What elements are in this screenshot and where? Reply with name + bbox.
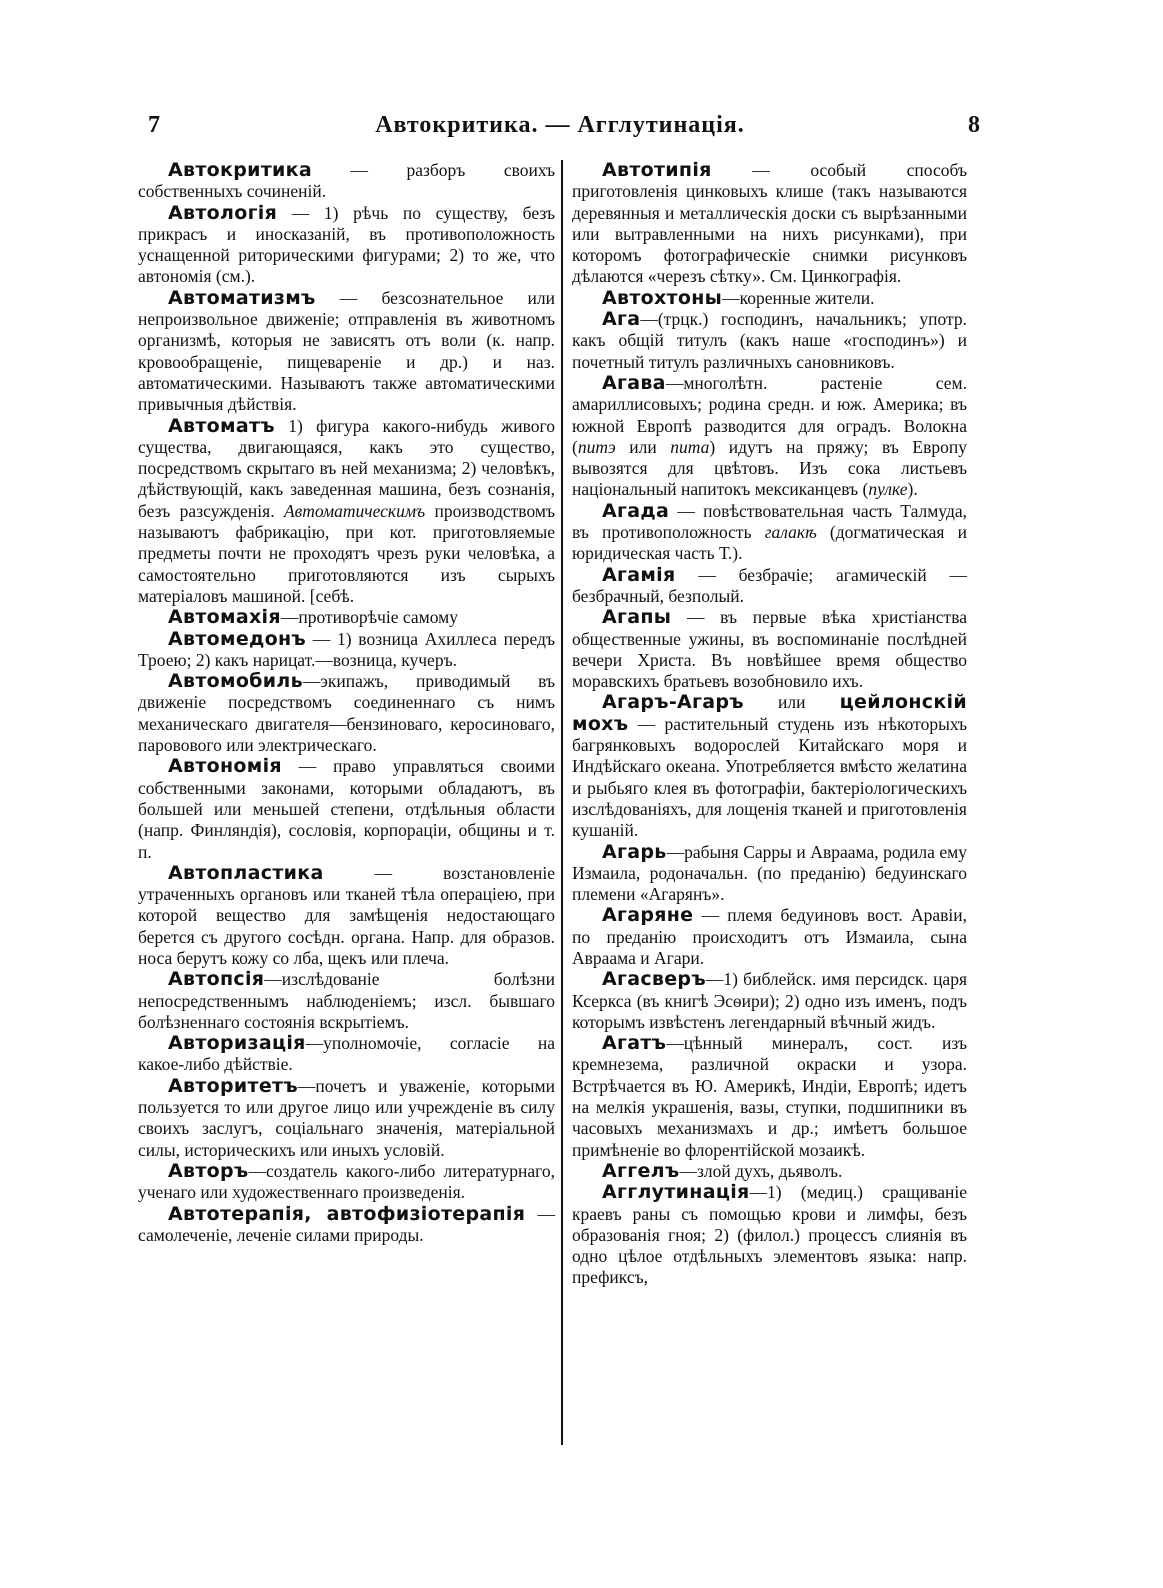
definition: — растительный студень изъ нѣкоторыхъ багрянковыхъ водорослей Китайскаго моря и Индѣйскаго океана. Употребляется вмѣсто желатина и рыбьяго клея въ фотографіи, бактеріологическихъ изслѣдованіяхъ, для лощенія тканей и приготовленія кушаній. xyxy=(572,713,967,841)
definition: — возстановленіе утраченныхъ органовъ или тканей тѣла операціею, при которой вещество для замѣщенія недостающаго берется съ другого сосѣдн. органа. Напр. для образов. носа берутъ кожу со лба, щекъ или плеча. xyxy=(138,862,555,968)
headword: Автотипія xyxy=(602,159,712,181)
definition: —1) (медиц.) сращиваніе краевъ раны съ помощью крови и лимфы, безъ образованія гноя; 2) (филол.) процессъ слиянія въ одно цѣлое отдѣльныхъ элементовъ языка: напр. префиксъ, xyxy=(572,1182,967,1288)
headword: Автомедонъ xyxy=(168,627,307,650)
page-number-left: 7 xyxy=(148,112,160,138)
definition: —экипажъ, приводимый въ движеніе посредствомъ соединеннаго съ нимъ механическаго двигателя—бензиноваго, керосиноваго, паровового или электрическаго. xyxy=(138,671,555,756)
headword: Агглутинація xyxy=(602,1181,750,1204)
entry xyxy=(572,969,967,1033)
right-column xyxy=(572,160,967,1289)
definition: —(трцк.) господинъ, начальникъ; употр. какъ общій титулъ (какъ наше «господинъ») и почетный титулъ различныхъ сановниковъ. xyxy=(572,309,967,372)
headword: Агамія xyxy=(602,563,676,586)
entry xyxy=(572,1182,967,1288)
definition: —почетъ и уваженіе, которыми пользуется то или другое лицо или учрежденіе въ силу своихъ заслугъ, соціальнаго значенія, матеріальной силы, историческихъ или иныхъ условій. xyxy=(138,1075,555,1160)
headword: цейлонскій мохъ xyxy=(572,691,967,735)
definition: —рабыня Сарры и Авраама, родила ему Измаила, родоначальн. (по преданію) бедуинскаго племени «Агарянъ». xyxy=(572,841,967,905)
headword: Автопластика xyxy=(168,861,324,884)
definition: — право управляться своими собственными законами, которыми обладаютъ, въ большей или меньшей степени, отдѣльныя области (напр. Финляндія), сословія, корпораціи, общины и т. п. xyxy=(138,756,555,862)
definition: —изслѣдованіе болѣзни непосредственнымъ наблюденіемъ; изсл. бывшаго болѣзненнаго состоянія вскрытіемъ. xyxy=(138,969,555,1032)
definition: или xyxy=(743,692,840,713)
entry xyxy=(572,1033,967,1161)
definition: —уполномочіе, согласіе на какое-либо дѣйствіе. xyxy=(138,1033,555,1075)
entry xyxy=(572,565,967,608)
italic-term: пулке xyxy=(868,479,908,500)
column-divider xyxy=(561,160,563,1445)
headword: Агатъ xyxy=(602,1032,667,1055)
headword: Автопсія xyxy=(168,968,265,991)
entry xyxy=(138,756,555,862)
definition: —создатель какого-либо литературнаго, ученаго или художественнаго произведенія. xyxy=(138,1160,555,1203)
left-column xyxy=(138,160,555,1246)
headword: Агава xyxy=(602,371,666,394)
definition: производствомъ называютъ фабрикацію, при кот. приготовляемые предметы почти не проходятъ чрезъ руки человѣка, а самостоятельно приготовляются изъ сырыхъ матеріаловъ машиной. [себѣ. xyxy=(138,500,555,606)
definition: 1) фигура какого-нибудь живого существа, двигающаяся, какъ это существо, посредствомъ скрытаго въ ней механизма; 2) человѣкъ, дѣйствующій, какъ заведенная машина, безъ сознанія, безъ разсужденія. xyxy=(138,415,555,521)
italic-term: галакѣ xyxy=(764,522,817,543)
definition: —злой духъ, дьяволъ. xyxy=(679,1160,843,1181)
italic-term: пита xyxy=(670,436,710,457)
definition: —противорѣчіе самому xyxy=(280,607,458,628)
entry xyxy=(572,842,967,906)
entry xyxy=(138,607,555,628)
entry xyxy=(138,288,555,416)
definition: — особый способъ приготовленія цинковыхъ клише (такъ называются деревянныя и металлическія доски съ вырѣзанными или вытравленными на нихъ рисунками), при которомъ фотографическіе снимки рисунковъ дѣлаются «черезъ сѣтку». См. Цинкографія. xyxy=(572,160,967,287)
entry xyxy=(138,1033,555,1076)
headword: Автомахія xyxy=(168,606,281,629)
definition: —многолѣтн. растеніе сем. амариллисовыхъ; родина средн. и юж. Америка; въ южной Европѣ разводится для оградъ. Волокна ( xyxy=(572,372,967,457)
entry xyxy=(138,1076,555,1161)
definition: — 1) возница Ахиллеса передъ Троею; 2) какъ нарицат.—возница, кучеръ. xyxy=(138,628,555,670)
headword: Агарь xyxy=(602,840,667,863)
definition: — повѣствовательная часть Талмуда, въ противоположность xyxy=(572,500,967,543)
definition: ) идутъ на пряжу; въ Европу вывозятся для цвѣтовъ. Изъ сока листьевъ національный напитокъ мексиканцевъ ( xyxy=(572,436,967,500)
entry xyxy=(138,203,555,288)
entry xyxy=(572,905,967,969)
headword: Авторъ xyxy=(168,1159,249,1182)
headword: Автохтоны xyxy=(602,286,723,309)
headword: Автологія xyxy=(168,201,278,224)
entry xyxy=(138,416,555,608)
definition: —1) библейск. имя персидск. царя Ксеркса (въ книгѣ Эсѳири); 2) одно изъ именъ, подъ которымъ извѣстенъ легендарный вѣчный жидъ. xyxy=(572,969,967,1032)
definition: —цѣнный минералъ, сост. изъ кремнезема, различной окраски и узора. Встрѣчается въ Ю. Америкѣ, Индіи, Европѣ; идетъ на мелкія украшенія, вазы, ступки, подшипники въ часовыхъ механизмахъ и др.; имѣетъ большое примѣненіе во флорентійской мозаикѣ. xyxy=(572,1033,967,1160)
definition: — 1) рѣчь по существу, безъ прикрасъ и иносказаній, въ противоположность уснащенной риторическими фигурами; 2) то же, что автономія (см.). xyxy=(138,202,555,287)
headword: Агаръ-Агаръ xyxy=(602,691,744,714)
headword: Агапы xyxy=(602,606,672,629)
entry xyxy=(138,1204,555,1247)
definition: — безсознательное или непроизвольное движеніе; отправленія въ животномъ организмѣ, которыя не зависятъ отъ воли (к. напр. кровообращеніе, пищевареніе и др.) и наз. автоматическими. Называютъ также автоматическими привычныя дѣйствія. xyxy=(138,287,555,415)
entry xyxy=(572,309,967,373)
page-number-right: 8 xyxy=(968,112,980,138)
entry xyxy=(138,863,555,969)
headword: Агаряне xyxy=(602,904,694,927)
definition: — самолеченіе, леченіе силами природы. xyxy=(138,1203,556,1245)
definition: (догматическая и юридическая часть Т.). xyxy=(572,522,968,564)
entry xyxy=(572,501,967,565)
entry xyxy=(572,607,967,692)
entry xyxy=(138,160,555,203)
definition: —коренные жители. xyxy=(722,287,875,308)
entry xyxy=(572,373,967,501)
entry xyxy=(138,671,555,756)
definition: — племя бедуиновъ вост. Аравіи, по преданію происходитъ отъ Измаила, сына Авраама и Агари. xyxy=(572,905,967,968)
headword: Авторизація xyxy=(168,1032,306,1055)
headword: Автомобиль xyxy=(168,670,303,693)
headword: Аггелъ xyxy=(602,1159,680,1182)
entry xyxy=(138,1161,555,1204)
headword: Агада xyxy=(602,499,670,522)
entry xyxy=(572,1161,967,1182)
headword: Автоматизмъ xyxy=(168,286,316,309)
running-title: Автокритика. — Агглутинація. xyxy=(375,112,745,138)
definition: или xyxy=(615,436,671,457)
entry xyxy=(572,692,967,841)
entry xyxy=(572,288,967,309)
entry xyxy=(138,629,555,672)
headword: Агасверъ xyxy=(602,968,706,991)
headword: Автоматъ xyxy=(168,414,275,437)
headword: Автономія xyxy=(168,755,282,778)
definition: ). xyxy=(907,479,918,500)
headword: Авторитетъ xyxy=(168,1074,298,1097)
headword: Автокритика xyxy=(168,159,312,181)
italic-term: питэ xyxy=(577,436,616,457)
headword: Ага xyxy=(602,308,641,331)
italic-term: Автоматическимъ xyxy=(283,500,426,521)
entry xyxy=(138,969,555,1033)
definition: — въ первые вѣка христіанства общественные ужины, въ воспоминаніе послѣдней вечери Христа. Въ новѣйшее время общество моравскихъ братьевъ возобновило ихъ. xyxy=(572,607,967,692)
headword: Автотерапія, автофизіотерапія xyxy=(168,1202,526,1225)
entry xyxy=(572,160,967,288)
definition: — разборъ своихъ собственныхъ сочиненій. xyxy=(138,160,555,202)
page-header xyxy=(140,110,980,144)
definition: — безбрачіе; агамическій — безбрачный, безполый. xyxy=(572,564,967,606)
